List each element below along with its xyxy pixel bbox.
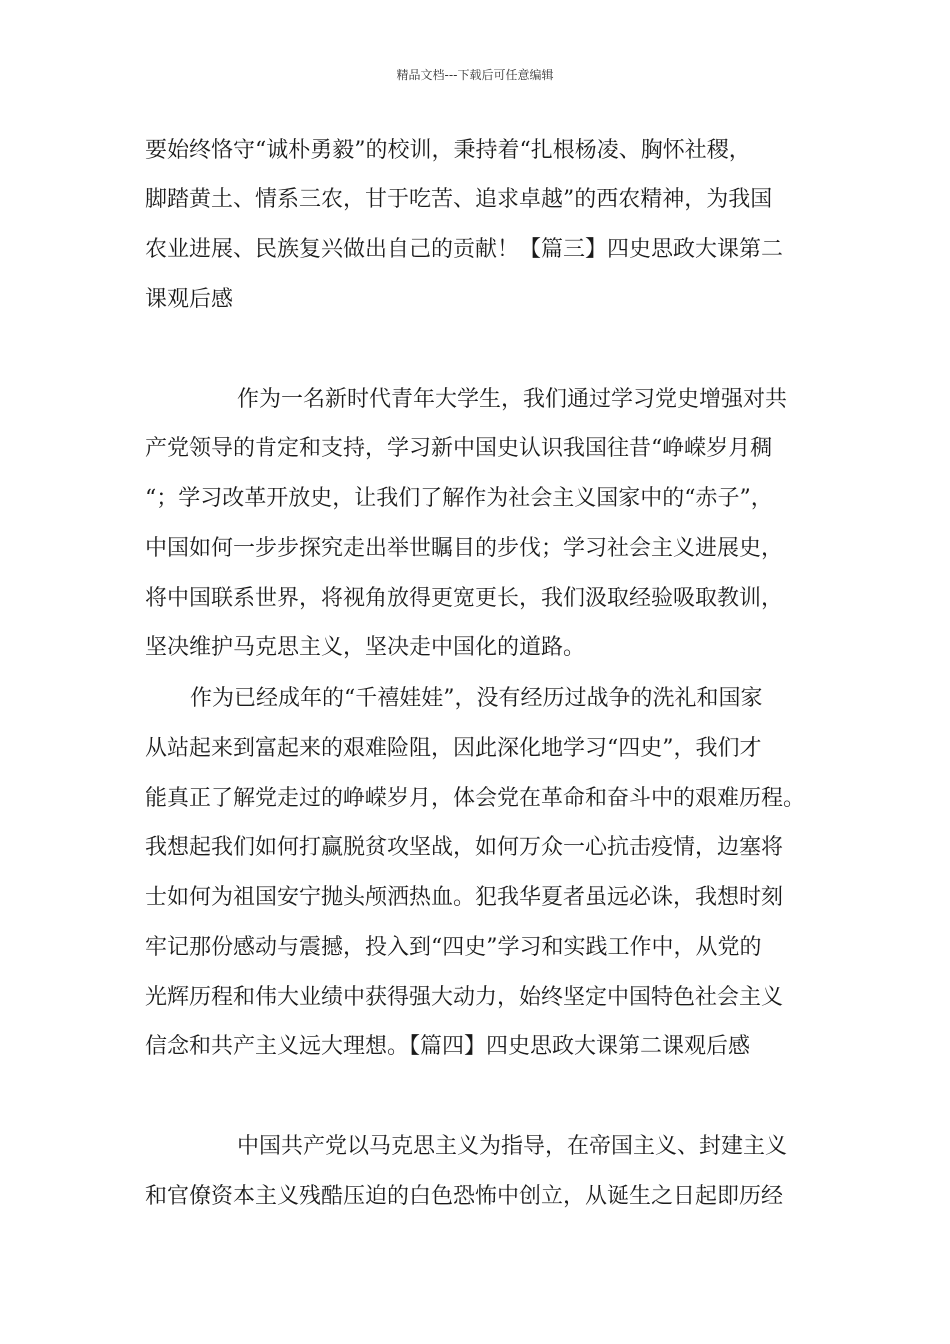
text-line: 牢记那份感动与震撼，投入到“四史”学习和实践工作中，从党的	[145, 935, 762, 960]
text-line: 课观后感	[145, 287, 234, 312]
text-line: 坚决维护马克思主义，坚决走中国化的道路。	[145, 635, 586, 660]
text-line: 作为已经成年的“千禧娃娃”，没有经历过战争的洗礼和国家	[190, 686, 763, 711]
text-line: 和官僚资本主义残酷压迫的白色恐怖中创立，从诞生之日起即历经	[145, 1184, 784, 1209]
text-line: 信念和共产主义远大理想。【篇四】四史思政大课第二课观后感	[145, 1034, 751, 1059]
text-line: 产党领导的肯定和支持，学习新中国史认识我国往昔“峥嵘岁月稠	[145, 436, 773, 461]
text-line: 从站起来到富起来的艰难险阻，因此深化地学习“四史”，我们才	[145, 736, 762, 761]
text-line: 中国共产党以马克思主义为指导，在帝国主义、封建主义	[237, 1134, 788, 1159]
text-line: 脚踏黄土、情系三农，甘于吃苦、追求卓越”的西农精神，为我国	[145, 187, 773, 212]
page-header: 精品文档---下载后可任意编辑	[396, 68, 554, 82]
text-line: 光辉历程和伟大业绩中获得强大动力，始终坚定中国特色社会主义	[145, 985, 784, 1010]
text-line: 士如何为祖国安宁抛头颅洒热血。犯我华夏者虽远必诛，我想时刻	[145, 885, 784, 910]
text-line: 中国如何一步步探究走出举世瞩目的步伐；学习社会主义进展史，	[145, 536, 784, 561]
text-line: 农业进展、民族复兴做出自己的贡献！【篇三】四史思政大课第二	[145, 237, 784, 262]
text-line: “；学习改革开放史，让我们了解作为社会主义国家中的“赤子”，	[145, 486, 773, 511]
text-line: 要始终恪守“诚朴勇毅”的校训，秉持着“扎根杨凌、胸怀社稷，	[145, 138, 751, 163]
text-line: 能真正了解党走过的峥嵘岁月，体会党在革命和奋斗中的艰难历程。	[145, 786, 806, 811]
text-line: 我想起我们如何打赢脱贫攻坚战，如何万众一心抗击疫情，边塞将	[145, 835, 784, 860]
text-line: 作为一名新时代青年大学生，我们通过学习党史增强对共	[237, 387, 788, 412]
text-line: 将中国联系世界，将视角放得更宽更长，我们汲取经验吸取教训，	[145, 586, 784, 611]
